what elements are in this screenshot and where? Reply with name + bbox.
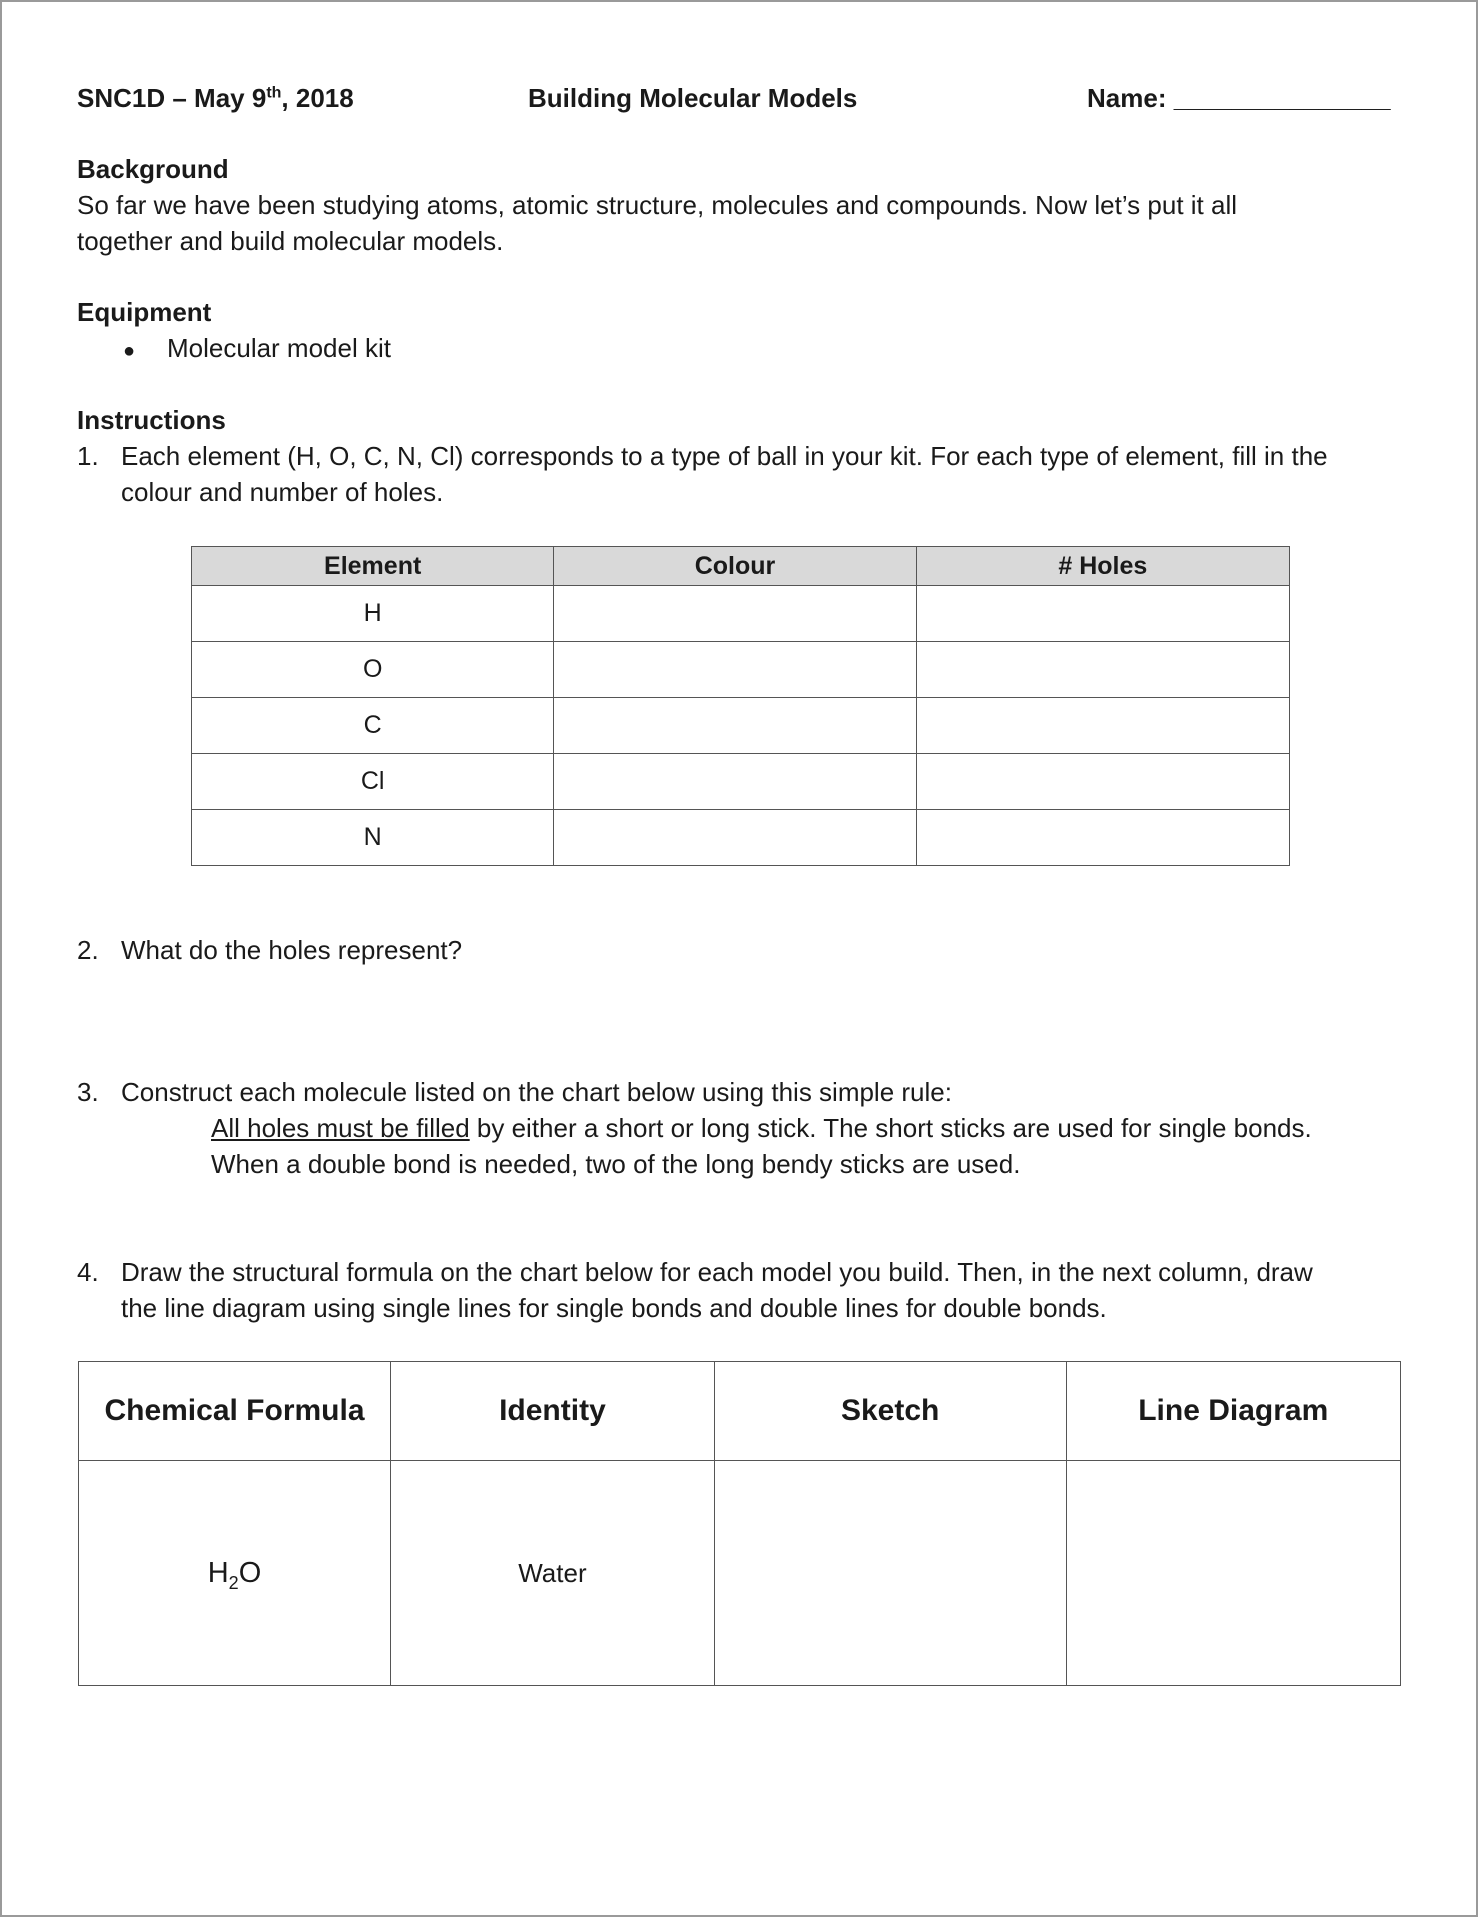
colour-cell[interactable] [554,642,916,698]
molecule-table [78,1361,1401,1686]
table-row [79,1461,1401,1686]
background-heading: Background [77,154,229,184]
holes-cell[interactable] [916,810,1289,866]
question-3-rule-line-2: When a double bond is needed, two of the long bendy sticks are used. [211,1149,1021,1179]
question-3-rule: All holes must be filled by either a short or long stick. The short sticks are used for single bonds. [211,1113,1312,1143]
colour-cell[interactable] [554,810,916,866]
element-cell: Cl [192,754,554,810]
table-row [192,642,1290,698]
identity-cell: Water [390,1461,714,1686]
table-row [192,754,1290,810]
question-2: 2. What do the holes represent? [77,935,463,965]
element-cell: C [192,698,554,754]
colour-cell[interactable] [554,586,916,642]
instructions-heading: Instructions [77,405,226,435]
background-line-2: together and build molecular models. [77,226,504,256]
element-cell: O [192,642,554,698]
name-field[interactable]: Name: _______________ [1087,83,1391,113]
sketch-cell[interactable] [714,1461,1066,1686]
element-table [191,546,1290,866]
equipment-item: ● Molecular model kit [123,330,391,369]
table-row [192,698,1290,754]
holes-cell[interactable] [916,698,1289,754]
col-header-line-diagram: Line Diagram [1066,1362,1401,1461]
colour-cell[interactable] [554,698,916,754]
table-row [192,586,1290,642]
line-diagram-cell[interactable] [1066,1461,1401,1686]
question-1-line-2: colour and number of holes. [121,477,444,507]
col-header-element: Element [192,547,554,586]
formula-cell: $H_2O$ [79,1461,391,1686]
col-header-sketch: Sketch [714,1362,1066,1461]
col-header-identity: Identity [390,1362,714,1461]
question-1: 1. Each element (H, O, C, N, Cl) corresponds to a type of ball in your kit. For each type of element, fill in the [77,441,1328,471]
holes-cell[interactable] [916,586,1289,642]
colour-cell[interactable] [554,754,916,810]
holes-cell[interactable] [916,754,1289,810]
col-header-holes: # Holes [916,547,1289,586]
course-date: SNC1D – May 9th, 2018 [77,83,354,113]
background-line-1: So far we have been studying atoms, atomic structure, molecules and compounds. Now let’s put it all [77,190,1237,220]
question-4: 4. Draw the structural formula on the chart below for each model you build. Then, in the next column, draw [77,1257,1313,1287]
bullet-icon: ● [123,340,136,362]
col-header-colour: Colour [554,547,916,586]
col-header-chemical-formula: Chemical Formula [79,1362,391,1461]
element-cell: N [192,810,554,866]
holes-cell[interactable] [916,642,1289,698]
question-4-line-2: the line diagram using single lines for single bonds and double lines for double bonds. [121,1293,1107,1323]
element-cell: H [192,586,554,642]
worksheet-title: Building Molecular Models [528,83,858,113]
table-row [192,810,1290,866]
equipment-heading: Equipment [77,297,212,327]
question-3: 3. Construct each molecule listed on the chart below using this simple rule: [77,1077,952,1107]
